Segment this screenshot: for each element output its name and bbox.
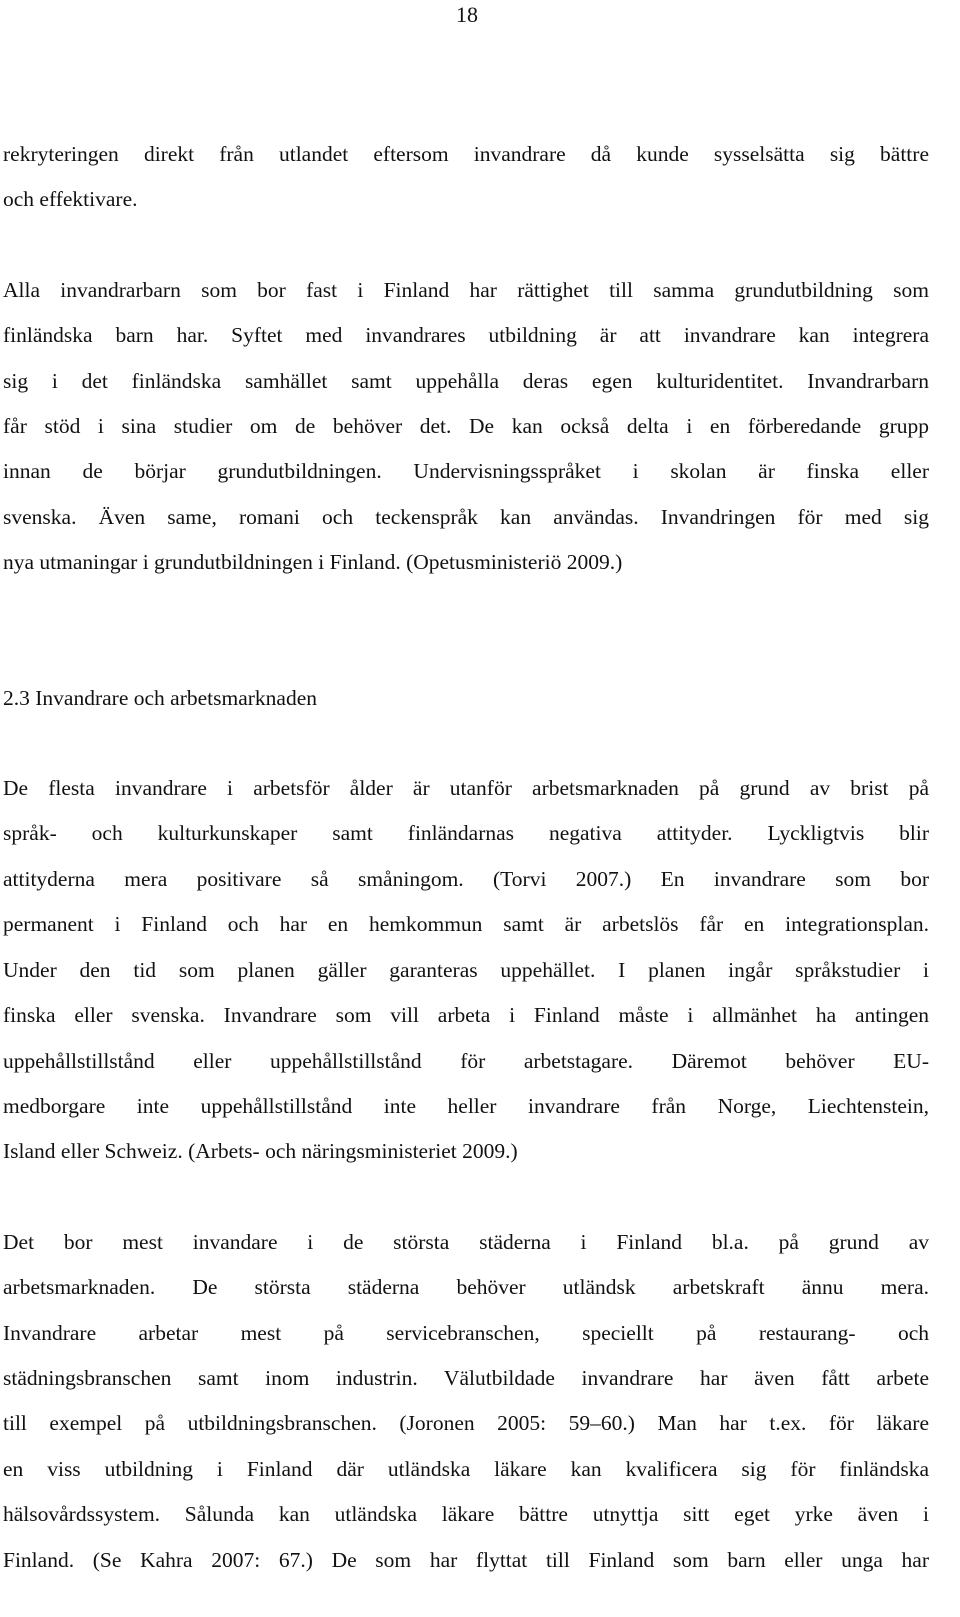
section-heading: 2.3 Invandrare och arbetsmarknaden: [3, 685, 317, 710]
text-line: permanent i Finland och har en hemkommun samt är arbetslös får en integrationsplan.: [3, 912, 929, 937]
text-line: nya utmaningar i grundutbildningen i Finland. (Opetusministeriö 2009.): [3, 550, 623, 575]
page-number: 18: [456, 2, 478, 27]
paragraph-spacer: [3, 631, 929, 676]
text-line: till exempel på utbildningsbranschen. (Joronen 2005: 59–60.) Man har t.ex. för läkare: [3, 1411, 929, 1436]
text-line: medborgare inte uppehållstillstånd inte heller invandrare från Norge, Liechtenstein,: [3, 1093, 929, 1118]
text-line: De flesta invandrare i arbetsför ålder är utanför arbetsmarknaden på grund av brist på: [3, 776, 929, 801]
text-line: Under den tid som planen gäller garanteras uppehället. I planen ingår språkstudier i: [3, 957, 929, 982]
text-line: Finland. (Se Kahra 2007: 67.) De som har flyttat till Finland som barn eller unga har: [3, 1547, 929, 1572]
paragraph-spacer: [3, 721, 929, 766]
paragraph-3: [3, 766, 929, 1175]
text-line: finska eller svenska. Invandrare som vill arbeta i Finland måste i allmänhet ha antingen: [3, 1003, 929, 1028]
text-line: får stöd i sina studier om de behöver det. De kan också delta i en förberedande grupp: [3, 414, 929, 439]
text-line: hälsovårdssystem. Sålunda kan utländska läkare bättre utnyttja sitt eget yrke även i: [3, 1502, 929, 1527]
text-line: finländska barn har. Syftet med invandrares utbildning är att invandrare kan integrera: [3, 323, 929, 348]
text-line: arbetsmarknaden. De största städerna behöver utländsk arbetskraft ännu mera.: [3, 1275, 929, 1300]
paragraph-spacer: [3, 586, 929, 631]
text-line: Island eller Schweiz. (Arbets- och näringsministeriet 2009.): [3, 1139, 518, 1164]
text-line: städningsbranschen samt inom industrin. Välutbildade invandrare har även fått arbete: [3, 1365, 929, 1390]
text-line: uppehållstillstånd eller uppehållstillstånd för arbetstagare. Däremot behöver EU-: [3, 1048, 929, 1073]
paragraph-spacer: [3, 1175, 929, 1220]
text-line: Det bor mest invandare i de största städerna i Finland bl.a. på grund av: [3, 1229, 929, 1254]
document-body: [3, 132, 929, 1583]
paragraph-spacer: [3, 223, 929, 268]
text-line: en viss utbildning i Finland där utländska läkare kan kvalificera sig för finländska: [3, 1456, 929, 1481]
text-line: Alla invandrarbarn som bor fast i Finland har rättighet till samma grundutbildning som: [3, 277, 929, 302]
text-line: attityderna mera positivare så småningom. (Torvi 2007.) En invandrare som bor: [3, 866, 929, 891]
text-line: språk- och kulturkunskaper samt finländarnas negativa attityder. Lyckligtvis blir: [3, 821, 929, 846]
text-line: svenska. Även same, romani och teckenspråk kan användas. Invandringen för med sig: [3, 504, 929, 529]
text-line: sig i det finländska samhället samt uppehålla deras egen kulturidentitet. Invandrarbarn: [3, 368, 929, 393]
paragraph-4: [3, 1220, 929, 1583]
text-line: rekryteringen direkt från utlandet eftersom invandrare då kunde sysselsätta sig bättre: [3, 142, 929, 166]
text-line: Invandrare arbetar mest på servicebranschen, speciellt på restaurang- och: [3, 1320, 929, 1345]
text-line: innan de börjar grundutbildningen. Undervisningsspråket i skolan är finska eller: [3, 459, 929, 484]
paragraph-1: [3, 132, 929, 223]
text-line: och effektivare.: [3, 187, 138, 212]
paragraph-2: [3, 268, 929, 586]
